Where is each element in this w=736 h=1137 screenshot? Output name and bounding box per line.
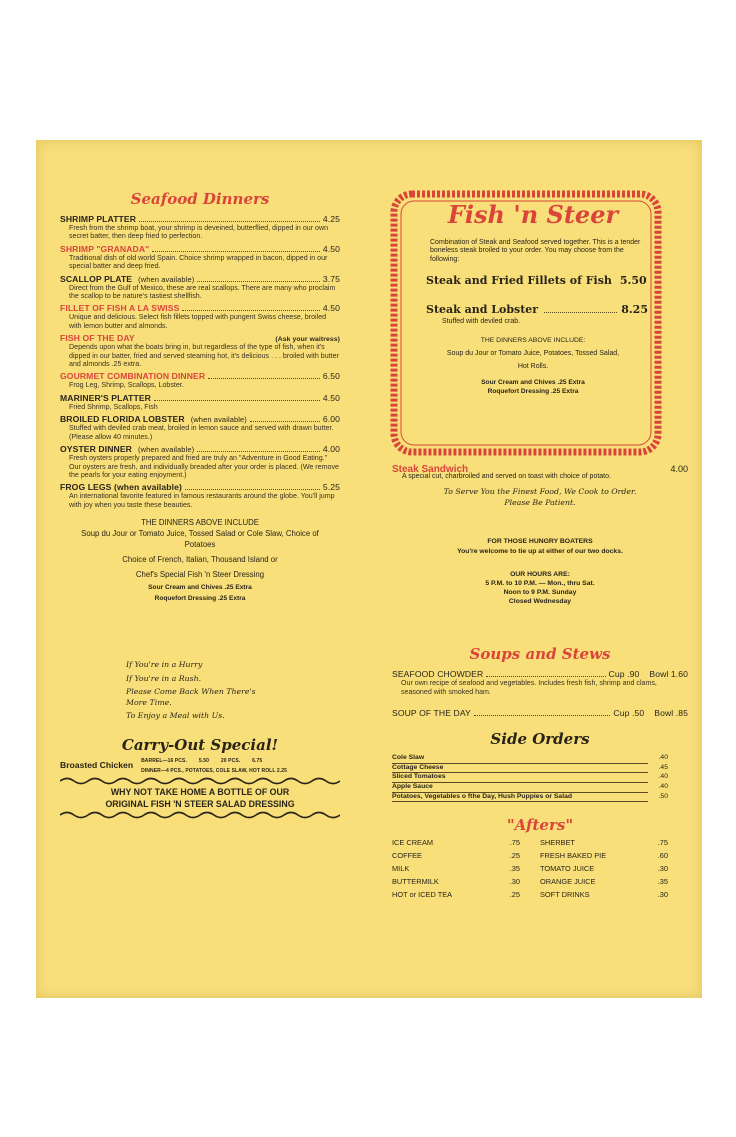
barrel-price: 5.50 bbox=[198, 757, 209, 764]
side-order-name: Cottage Cheese bbox=[392, 763, 648, 773]
menu-item-name: MARINER'S PLATTER bbox=[60, 392, 151, 403]
motto-line-2: Please Be Patient. bbox=[504, 497, 576, 507]
left-column bbox=[60, 190, 340, 820]
soup-cup-price: Cup .90 bbox=[608, 669, 640, 680]
steak-lobster-name: Steak and Lobster bbox=[426, 303, 539, 317]
afters-row bbox=[392, 875, 520, 888]
soup-item-name: SOUP OF THE DAY bbox=[392, 708, 471, 719]
afters-row bbox=[540, 888, 668, 901]
afters-row bbox=[392, 862, 520, 875]
right-column bbox=[392, 464, 688, 901]
broasted-chicken-label: Broasted Chicken bbox=[60, 759, 134, 770]
side-orders-table bbox=[392, 754, 668, 802]
steak-sandwich-name: Steak Sandwich bbox=[392, 464, 469, 475]
side-order-name: Potatoes, Vegetables o fthe Day, Hush Puppies or Salad bbox=[392, 792, 648, 802]
menu-item-price: 5.25 bbox=[322, 482, 340, 493]
menu-item-desc: Depends upon what the boats bring in, but regardless of the type of fish, when it's dipped in our batter, fried and served steaming hot, it's delicious . . . broiled with butter and almonds .25 extra. bbox=[69, 343, 339, 369]
afters-row bbox=[392, 836, 520, 849]
afters-item-name: HOT or ICED TEA bbox=[392, 890, 453, 900]
poem-line-2: If You're in a Rush. bbox=[126, 673, 202, 683]
menu-item-name: GOURMET COMBINATION DINNER bbox=[60, 371, 206, 382]
chicken-dinner-line: DINNER—4 PCS., POTATOES, COLE SLAW, HOT ROLL 2.25 bbox=[141, 767, 288, 774]
menu-item-desc: An international favorite featured in famous restaurants around the globe. You'll jump with joy when you taste these beauties. bbox=[69, 492, 335, 509]
carry-out-title: Carry-Out Special! bbox=[121, 735, 279, 754]
afters-row bbox=[540, 849, 668, 862]
afters-item-name: ICE CREAM bbox=[392, 838, 434, 848]
fs-include-title: THE DINNERS ABOVE INCLUDE: bbox=[480, 337, 586, 345]
twenty-pcs-label: 20 PCS. bbox=[220, 757, 241, 764]
side-order-price: .40 bbox=[658, 773, 668, 781]
menu-item-price: 6.00 bbox=[322, 414, 340, 425]
menu-item-line bbox=[60, 303, 340, 313]
dressing-choice-text: Choice of French, Italian, Thousand Island or bbox=[122, 555, 278, 565]
afters-item-price: .30 bbox=[657, 890, 668, 900]
afters-item-name: SOFT DRINKS bbox=[540, 890, 590, 900]
boaters-text: You're welcome to tie up at either of our two docks. bbox=[457, 548, 623, 556]
afters-item-price: .30 bbox=[509, 877, 520, 887]
afters-item-price: .75 bbox=[509, 838, 520, 848]
wave-divider-bottom bbox=[60, 810, 340, 820]
menu-item-desc: Fried Shrimp, Scallops, Fish bbox=[69, 402, 158, 411]
seafood-dinners-title: Seafood Dinners bbox=[130, 190, 270, 208]
steak-sandwich-desc: A special cut, charbroiled and served on toast with choice of potato. bbox=[402, 473, 611, 480]
dinners-include-title: THE DINNERS ABOVE INCLUDE bbox=[141, 518, 259, 528]
afters-left-table bbox=[392, 836, 520, 901]
soups-title: Soups and Stews bbox=[469, 645, 611, 664]
twenty-pcs-price: 6.75 bbox=[252, 757, 263, 764]
hours-title: OUR HOURS ARE: bbox=[510, 571, 570, 579]
menu-item-line bbox=[60, 414, 340, 424]
barrel-label: BARREL—16 PCS. bbox=[141, 757, 187, 764]
menu-item bbox=[60, 214, 340, 241]
banner-line-1: WHY NOT TAKE HOME A BOTTLE OF OUR bbox=[110, 786, 290, 797]
menu-item-price: 3.75 bbox=[322, 273, 340, 284]
side-order-row bbox=[392, 754, 668, 763]
poem-line-4: To Enjoy a Meal with Us. bbox=[126, 711, 225, 721]
menu-item bbox=[60, 371, 340, 389]
soup-item bbox=[392, 708, 688, 718]
side-orders-title: Side Orders bbox=[490, 730, 590, 749]
dressing-banner bbox=[60, 786, 340, 810]
menu-item-price: 4.25 bbox=[322, 214, 340, 224]
afters-grid bbox=[392, 836, 668, 901]
afters-item-price: .35 bbox=[509, 864, 520, 874]
menu-item-price: 6.50 bbox=[322, 371, 340, 382]
menu-item-desc: Fresh oysters properly prepared and fried are truly an "Adventure in Good Eating." Our oysters are fresh, and individually breaded after your order is placed. (We remove the pearls for your eating enjoyment.) bbox=[69, 454, 339, 479]
side-order-price: .40 bbox=[658, 783, 668, 790]
menu-item bbox=[60, 333, 340, 368]
soup-item-name: SEAFOOD CHOWDER bbox=[392, 669, 484, 680]
menu-item-name: BROILED FLORIDA LOBSTER bbox=[60, 414, 185, 425]
side-order-row bbox=[392, 783, 668, 793]
poem-line-3: Please Come Back When There's More Time. bbox=[126, 687, 256, 707]
menu-item-line bbox=[60, 444, 340, 454]
afters-item-price: .30 bbox=[657, 864, 668, 874]
menu-item bbox=[60, 482, 340, 509]
afters-row bbox=[392, 849, 520, 862]
soup-item-line bbox=[392, 669, 688, 679]
afters-item-name: SHERBET bbox=[540, 838, 575, 848]
hours-line-3: Closed Wednesday bbox=[508, 598, 572, 606]
menu-item-desc: Frog Leg, Shrimp, Scallops, Lobster. bbox=[69, 381, 184, 390]
fs-include-text-2: Hot Rolls. bbox=[517, 363, 549, 371]
motto-line-1: To Serve You the Finest Food, We Cook to Order. bbox=[443, 487, 637, 497]
chef-dressing-text: Chef's Special Fish 'n Steer Dressing bbox=[135, 570, 265, 580]
menu-item-line bbox=[60, 393, 340, 403]
afters-item-name: FRESH BAKED PIE bbox=[540, 851, 607, 861]
menu-item-line bbox=[60, 482, 340, 492]
steak-lobster-price: 8.25 bbox=[621, 303, 648, 317]
menu-item-desc: Stuffed with deviled crab meat, broiled in lemon sauce and served with drawn butter. (Please allow 40 minutes.) bbox=[69, 424, 334, 441]
afters-item-name: ORANGE JUICE bbox=[540, 877, 596, 887]
roquefort-extra: Roquefort Dressing .25 Extra bbox=[154, 595, 246, 603]
afters-item-price: .25 bbox=[509, 890, 520, 900]
fish-n-steer-box bbox=[418, 192, 648, 395]
menu-item bbox=[60, 303, 340, 330]
side-order-row bbox=[392, 763, 668, 773]
steak-lobster-row bbox=[426, 303, 648, 316]
afters-item-name: COFFEE bbox=[392, 851, 422, 861]
seafood-list bbox=[60, 214, 340, 509]
fs-sour-cream-extra: Sour Cream and Chives .25 Extra bbox=[481, 379, 585, 387]
dinners-include-text: Soup du Jour or Tomato Juice, Tossed Salad or Cole Slaw, Choice of Potatoes bbox=[81, 529, 319, 550]
carry-out-prices bbox=[141, 756, 287, 776]
afters-row bbox=[540, 862, 668, 875]
soup-bowl-price: Bowl 1.60 bbox=[649, 669, 688, 680]
carry-out-row bbox=[60, 756, 340, 776]
menu-item-name: FROG LEGS (when available) bbox=[60, 482, 182, 493]
side-order-row bbox=[392, 792, 668, 802]
hurry-poem bbox=[126, 660, 286, 722]
afters-item-price: .25 bbox=[509, 851, 520, 861]
menu-page bbox=[36, 140, 702, 998]
afters-item-price: .35 bbox=[657, 877, 668, 887]
side-order-price: .50 bbox=[658, 792, 668, 800]
steak-fried-fillets-row bbox=[426, 274, 648, 287]
menu-item-line bbox=[60, 333, 340, 343]
menu-item-price: 4.50 bbox=[322, 392, 340, 403]
menu-item bbox=[60, 444, 340, 479]
sour-cream-extra: Sour Cream and Chives .25 Extra bbox=[148, 584, 252, 592]
menu-item-price: 4.00 bbox=[322, 444, 340, 455]
soup-cup-price: Cup .50 bbox=[613, 708, 645, 719]
soup-item-line bbox=[392, 708, 688, 718]
afters-row bbox=[540, 836, 668, 849]
fish-n-steer-intro: Combination of Steak and Seafood served together. This is a tender boneless steak broiled to your order. You may choose from the following: bbox=[430, 239, 641, 263]
steak-fried-fillets-price: 5.50 bbox=[619, 274, 647, 288]
hours-line-1: 5 P.M. to 10 P.M. — Mon., thru Sat. bbox=[485, 580, 595, 588]
menu-item-name: SHRIMP "GRANADA" bbox=[60, 243, 150, 254]
soup-list bbox=[392, 669, 688, 718]
afters-row bbox=[540, 875, 668, 888]
menu-item-line bbox=[60, 214, 340, 224]
menu-item-line bbox=[60, 371, 340, 381]
afters-title: "Afters" bbox=[506, 816, 574, 835]
menu-item-line bbox=[60, 244, 340, 254]
menu-item-note: (when available) bbox=[137, 445, 195, 455]
side-order-name: Cole Slaw bbox=[392, 754, 648, 763]
afters-item-price: .75 bbox=[657, 838, 668, 848]
afters-right-table bbox=[540, 836, 668, 901]
boaters-title: FOR THOSE HUNGRY BOATERS bbox=[487, 538, 593, 546]
wave-divider-top bbox=[60, 776, 340, 786]
steak-fried-fillets-name: Steak and Fried Fillets of Fish bbox=[426, 274, 612, 288]
steak-lobster-desc: Stuffed with deviled crab. bbox=[442, 318, 521, 326]
menu-item-name: SHRIMP PLATTER bbox=[60, 214, 137, 224]
menu-item-desc: Direct from the Gulf of Mexico, these are real scallops. There are many who proclaim the scallop to be nature's tastiest shellfish. bbox=[69, 283, 336, 301]
menu-item-note: (when available) bbox=[190, 415, 247, 425]
menu-item-name: OYSTER DINNER bbox=[60, 444, 132, 455]
menu-item-price: 4.50 bbox=[322, 303, 340, 314]
side-order-row bbox=[392, 773, 668, 783]
hours-line-2: Noon to 9 P.M. Sunday bbox=[503, 589, 577, 597]
fs-roquefort-extra: Roquefort Dressing .25 Extra bbox=[487, 388, 579, 396]
soup-item bbox=[392, 669, 688, 696]
side-order-name: Sliced Tomatoes bbox=[392, 773, 648, 783]
menu-item-price: (Ask your waitress) bbox=[275, 336, 340, 344]
menu-item-desc: Traditional dish of old world Spain. Choice shrimp wrapped in bacon, dipped in our special batter and deep fried. bbox=[69, 253, 328, 271]
afters-item-name: MILK bbox=[392, 864, 410, 874]
menu-item-name: FILLET OF FISH A LA SWISS bbox=[60, 303, 180, 314]
afters-row bbox=[392, 888, 520, 901]
menu-item bbox=[60, 414, 340, 441]
menu-item-note: (when available) bbox=[138, 274, 195, 284]
menu-item bbox=[60, 274, 340, 301]
menu-item-name: SCALLOP PLATE bbox=[60, 273, 133, 284]
side-order-price: .40 bbox=[658, 754, 668, 762]
poem-line-1: If You're in a Hurry bbox=[126, 660, 203, 670]
afters-item-name: TOMATO JUICE bbox=[540, 864, 595, 874]
menu-item-name: FISH OF THE DAY bbox=[60, 333, 135, 344]
soup-bowl-price: Bowl .85 bbox=[654, 708, 688, 719]
fish-n-steer-title: Fish 'n Steer bbox=[447, 200, 619, 229]
menu-item-price: 4.50 bbox=[322, 243, 340, 254]
afters-item-name: BUTTERMILK bbox=[392, 877, 439, 887]
menu-item-line bbox=[60, 274, 340, 284]
side-order-name: Apple Sauce bbox=[392, 783, 648, 793]
menu-item-desc: Unique and delicious. Select fish fillets topped with pungent Swiss cheese, broiled with lemon butter and almonds. bbox=[69, 313, 327, 330]
banner-line-2: ORIGINAL FISH 'N STEER SALAD DRESSING bbox=[105, 798, 295, 809]
steak-sandwich-price: 4.00 bbox=[670, 464, 688, 474]
menu-item bbox=[60, 244, 340, 271]
menu-item bbox=[60, 393, 340, 411]
fs-include-text: Soup du Jour or Tomato Juice, Potatoes, Tossed Salad, bbox=[446, 350, 620, 358]
afters-item-price: .60 bbox=[657, 851, 668, 861]
soup-item-desc: Our own recipe of seafood and vegetables. Includes fresh fish, shrimp and clams, seasoned with smoked ham. bbox=[401, 679, 657, 696]
side-order-price: .45 bbox=[658, 763, 668, 771]
menu-item-desc: Fresh from the shrimp boat, your shrimp is deveined, butterflied, dipped in our own secret batter, then deep fried to perfection. bbox=[69, 224, 329, 241]
